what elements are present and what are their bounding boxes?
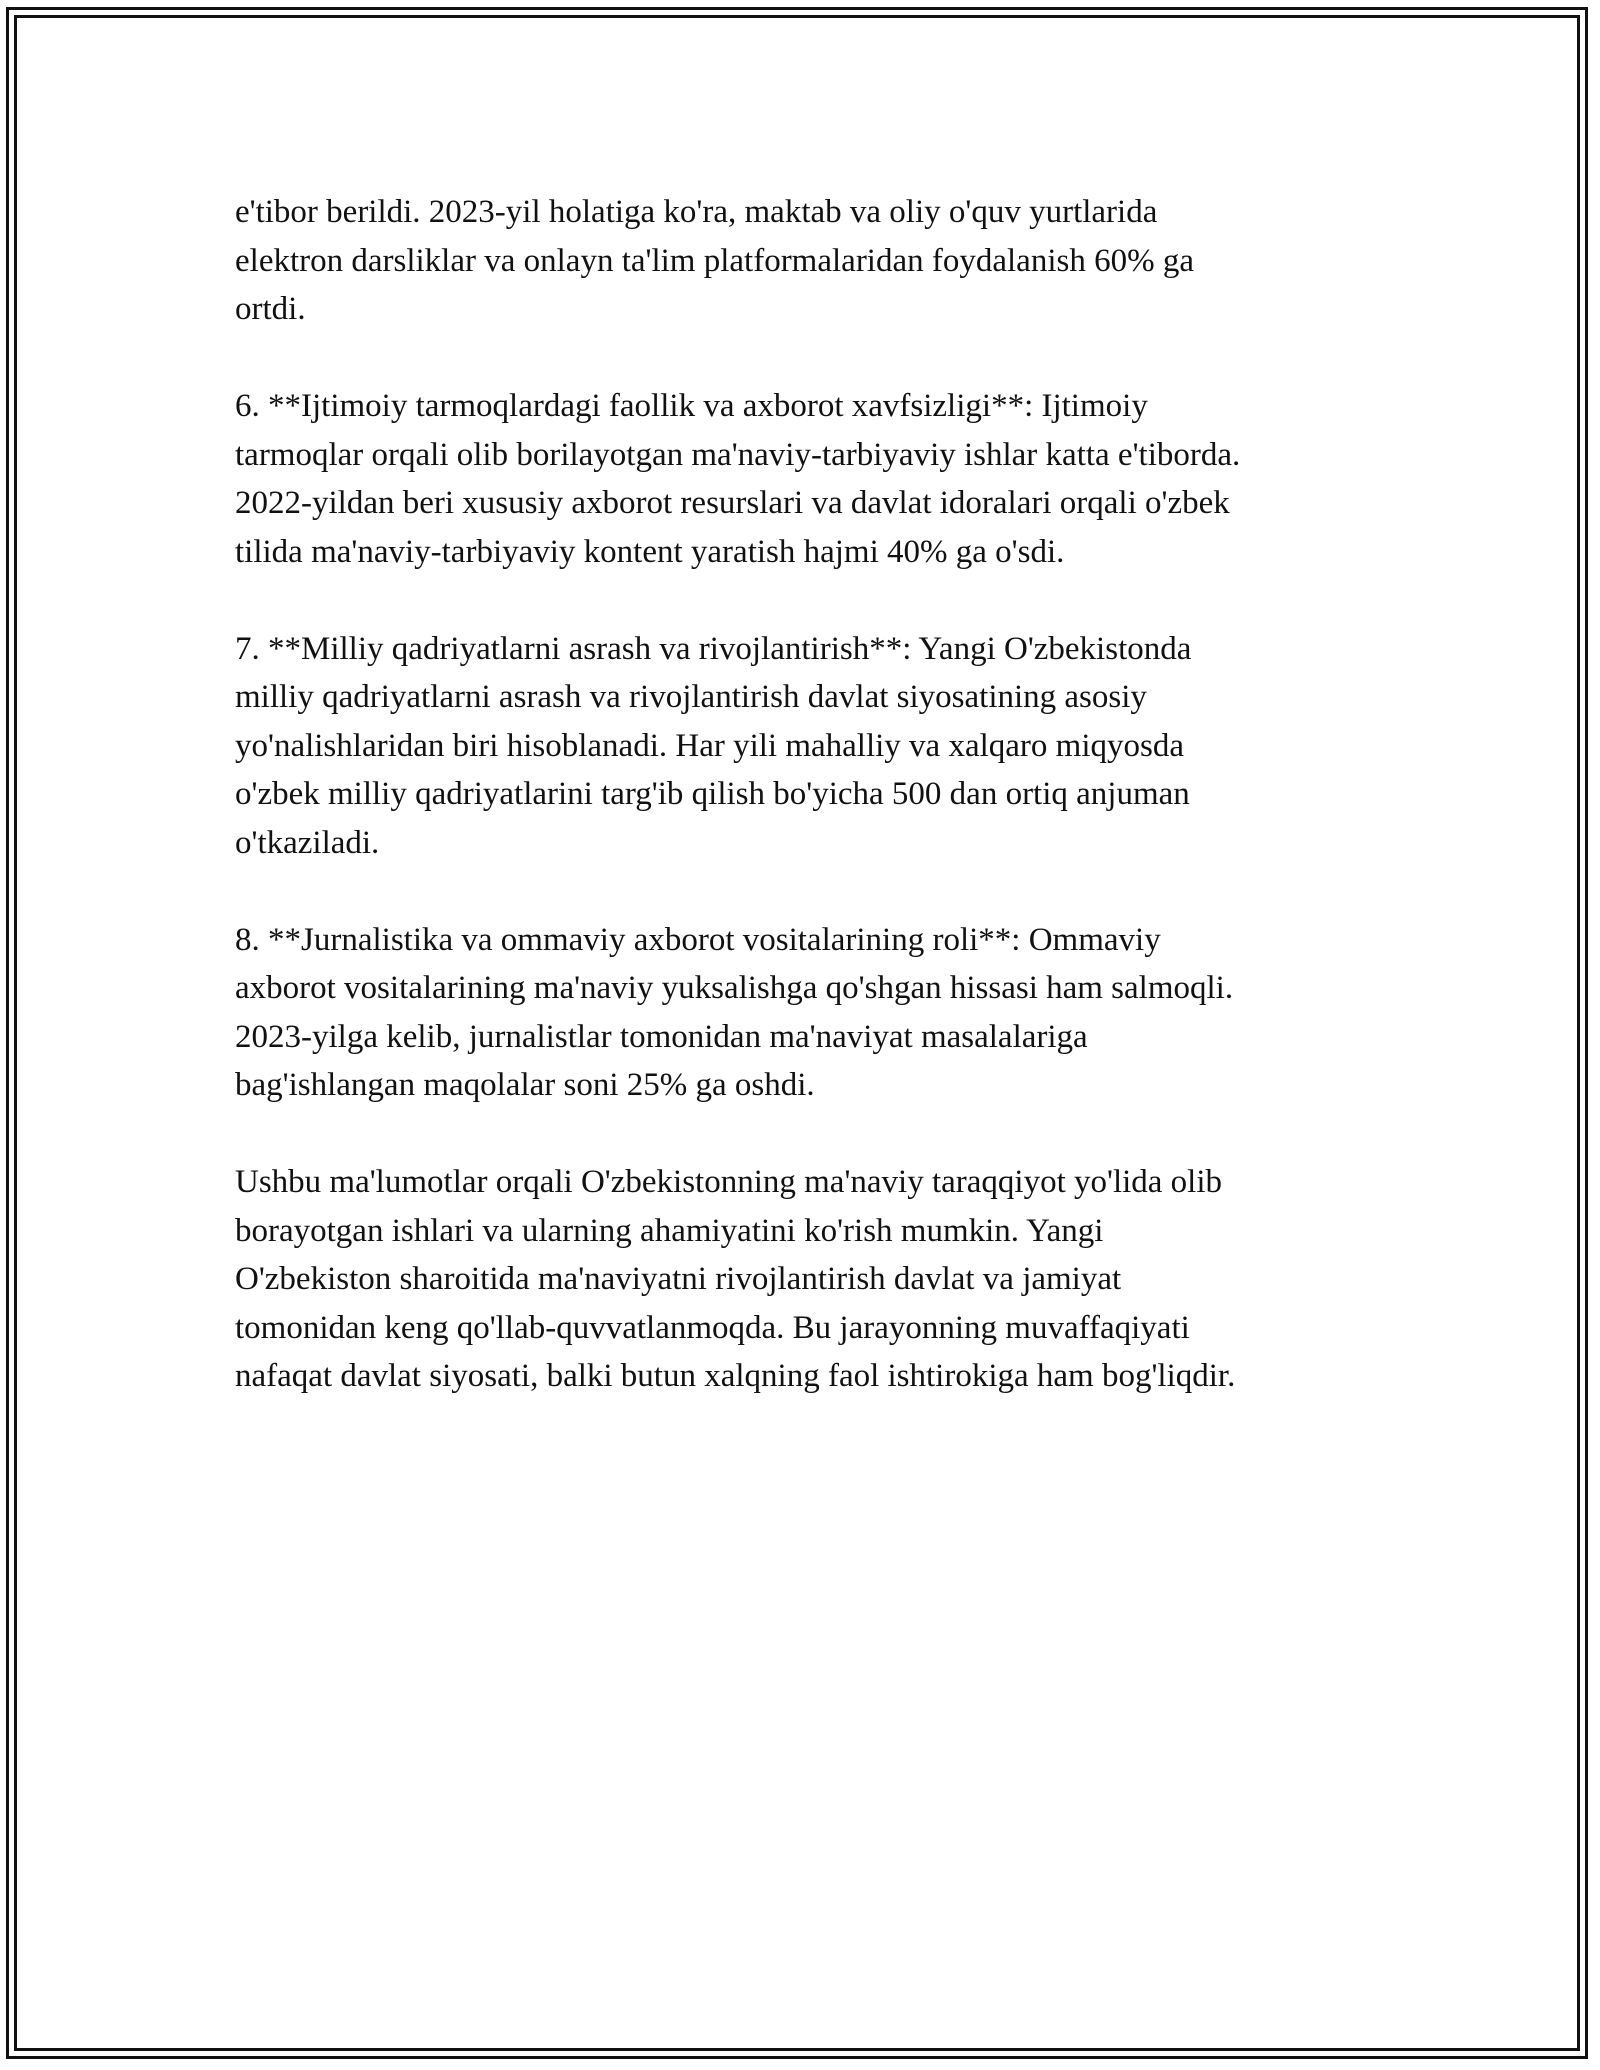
paragraph-continuation: e'tibor berildi. 2023-yil holatiga ko'ra, maktab va oliy o'quv yurtlarida elektron darsliklar va onlayn ta'lim platformalaridan foydalanish 60% ga ortdi. bbox=[235, 194, 1194, 327]
paragraph-item-6: 6. **Ijtimoiy tarmoqlardagi faollik va axborot xavfsizligi**: Ijtimoiy tarmoqlar orqali olib borilayotgan ma'naviy-tarbiyaviy ishlar katta e'tiborda. 2022-yildan beri xususiy axborot resurslari va davlat idoralari orqali o'zbek tilida ma'naviy-tarbiyaviy kontent yaratish hajmi 40% ga o'sdi. bbox=[235, 388, 1241, 570]
document-body bbox=[235, 188, 1415, 1449]
paragraph-item-7: 7. **Milliy qadriyatlarni asrash va rivojlantirish**: Yangi O'zbekistonda milliy qadriyatlarni asrash va rivojlantirish davlat siyosatining asosiy yo'nalishlaridan biri hisoblanadi. Har yili mahalliy va xalqaro miqyosda o'zbek milliy qadriyatlarini targ'ib qilish bo'yicha 500 dan ortiq anjuman o'tkaziladi. bbox=[235, 630, 1192, 861]
paragraph-conclusion: Ushbu ma'lumotlar orqali O'zbekistonning ma'naviy taraqqiyot yo'lida olib borayotgan ishlari va ularning ahamiyatini ko'rish mumkin. Yangi O'zbekiston sharoitida ma'naviyatni rivojlantirish davlat va jamiyat tomonidan keng qo'llab-quvvatlanmoqda. Bu jarayonning muvaffaqiyati nafaqat davlat siyosati, balki butun xalqning faol ishtirokiga ham bog'liqdir. bbox=[235, 1164, 1236, 1394]
paragraph-item-8: 8. **Jurnalistika va ommaviy axborot vositalarining roli**: Ommaviy axborot vositalarining ma'naviy yuksalishga qo'shgan hissasi ham salmoqli. 2023-yilga kelib, jurnalistlar tomonidan ma'naviyat masalalariga bag'ishlangan maqolalar soni 25% ga oshdi. bbox=[235, 921, 1234, 1103]
